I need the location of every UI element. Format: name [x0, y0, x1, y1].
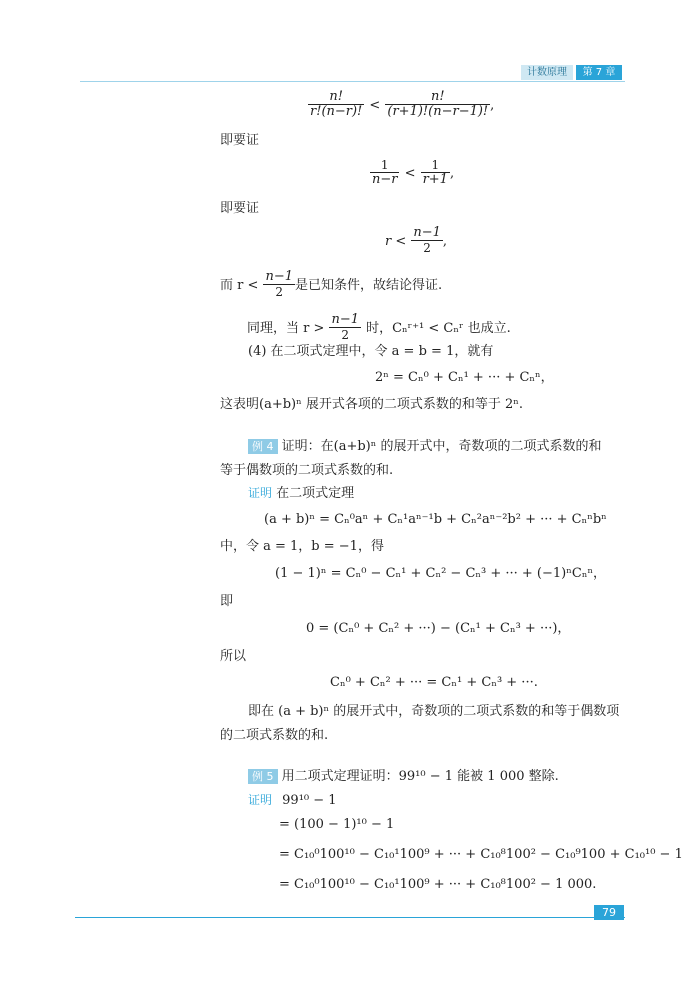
chapter-number: 第 7 章: [576, 65, 622, 80]
example-4-proof-intro: 证明 在二项式定理: [248, 486, 355, 501]
header-rule: [80, 81, 625, 82]
text-conclusion-known: 而 r < $\frac{n-1}{2}$ 是已知条件，故结论得证.: [220, 269, 443, 299]
example-4-eq-alternating: (1 − 1)ⁿ = Cₙ⁰ − Cₙ¹ + Cₙ² − Cₙ³ + ··· + (−1)ⁿCₙⁿ，: [275, 566, 607, 581]
text-need-prove-1: 即要证: [220, 133, 260, 148]
inequality-reciprocal: $\frac{1}{n-r}$ < $\frac{1}{r+1}$ ,: [372, 158, 455, 187]
example-4-tag: 例 4: [248, 439, 278, 454]
page-number: 79: [594, 905, 624, 920]
example-5-step-3: = C₁₀⁰100¹⁰ − C₁₀¹100⁹ + ··· + C₁₀⁸100² − 1 000.: [279, 877, 597, 892]
example-4-eq-result: Cₙ⁰ + Cₙ² + ··· = Cₙ¹ + Cₙ³ + ···.: [330, 675, 538, 690]
example-4-statement-line1: 例 4 证明：在(a+b)ⁿ 的展开式中，奇数项的二项式系数的和: [248, 438, 602, 456]
equation-sum-2n: 2ⁿ = Cₙ⁰ + Cₙ¹ + ··· + Cₙⁿ，: [375, 370, 554, 385]
inequality-r: r < $\frac{n-1}{2}$ ,: [385, 225, 448, 255]
example-4-conclusion-line1: 即在 (a + b)ⁿ 的展开式中，奇数项的二项式系数的和等于偶数项: [248, 704, 620, 719]
text-part-4: (4) 在二项式定理中，令 a = b = 1，就有: [248, 344, 494, 359]
text-meaning: 这表明(a+b)ⁿ 展开式各项的二项式系数的和等于 2ⁿ.: [220, 397, 524, 412]
example-4-eq-zero: 0 = (Cₙ⁰ + Cₙ² + ···) − (Cₙ¹ + Cₙ³ + ···)，: [306, 621, 571, 636]
fraction-left: $\frac{n!}{r!(n-r)!}$: [310, 89, 363, 119]
example-4-binomial-theorem: (a + b)ⁿ = Cₙ⁰aⁿ + Cₙ¹aⁿ⁻¹b + Cₙ²aⁿ⁻²b² + ··· + Cₙⁿbⁿ: [264, 512, 607, 527]
chapter-title: 计数原理: [521, 65, 573, 80]
proof-tag: 证明: [248, 793, 273, 807]
example-4-that-is: 即: [220, 594, 234, 609]
example-4-substitution: 中，令 a = 1，b = −1，得: [220, 539, 384, 554]
example-4-conclusion-line2: 的二项式系数的和.: [220, 728, 329, 743]
example-4-therefore: 所以: [220, 649, 247, 664]
fraction-right: $\frac{n!}{(r+1)!(n-r-1)!}$: [387, 89, 489, 119]
example-5-step-1: = (100 − 1)¹⁰ − 1: [279, 817, 395, 832]
example-5-statement: 例 5 用二项式定理证明：99¹⁰ − 1 能被 1 000 整除.: [248, 768, 559, 786]
text-need-prove-2: 即要证: [220, 201, 260, 216]
proof-tag: 证明: [248, 486, 273, 500]
example-4-statement-line2: 等于偶数项的二项式系数的和.: [220, 463, 394, 478]
text-similarly: 同理，当 r > $\frac{n-1}{2}$ 时，Cₙʳ⁺¹ < Cₙʳ 也成立.: [247, 312, 511, 342]
example-5-proof-start: 证明 99¹⁰ − 1: [248, 793, 337, 808]
inequality-factorials: $\frac{n!}{r!(n-r)!}$ < $\frac{n!}{(r+1)!(n-r-1)!}$ ,: [310, 89, 495, 119]
footer-rule: [75, 917, 625, 918]
example-5-step-2: = C₁₀⁰100¹⁰ − C₁₀¹100⁹ + ··· + C₁₀⁸100² − C₁₀⁹100 + C₁₀¹⁰ − 1: [279, 847, 683, 862]
example-5-tag: 例 5: [248, 769, 278, 784]
